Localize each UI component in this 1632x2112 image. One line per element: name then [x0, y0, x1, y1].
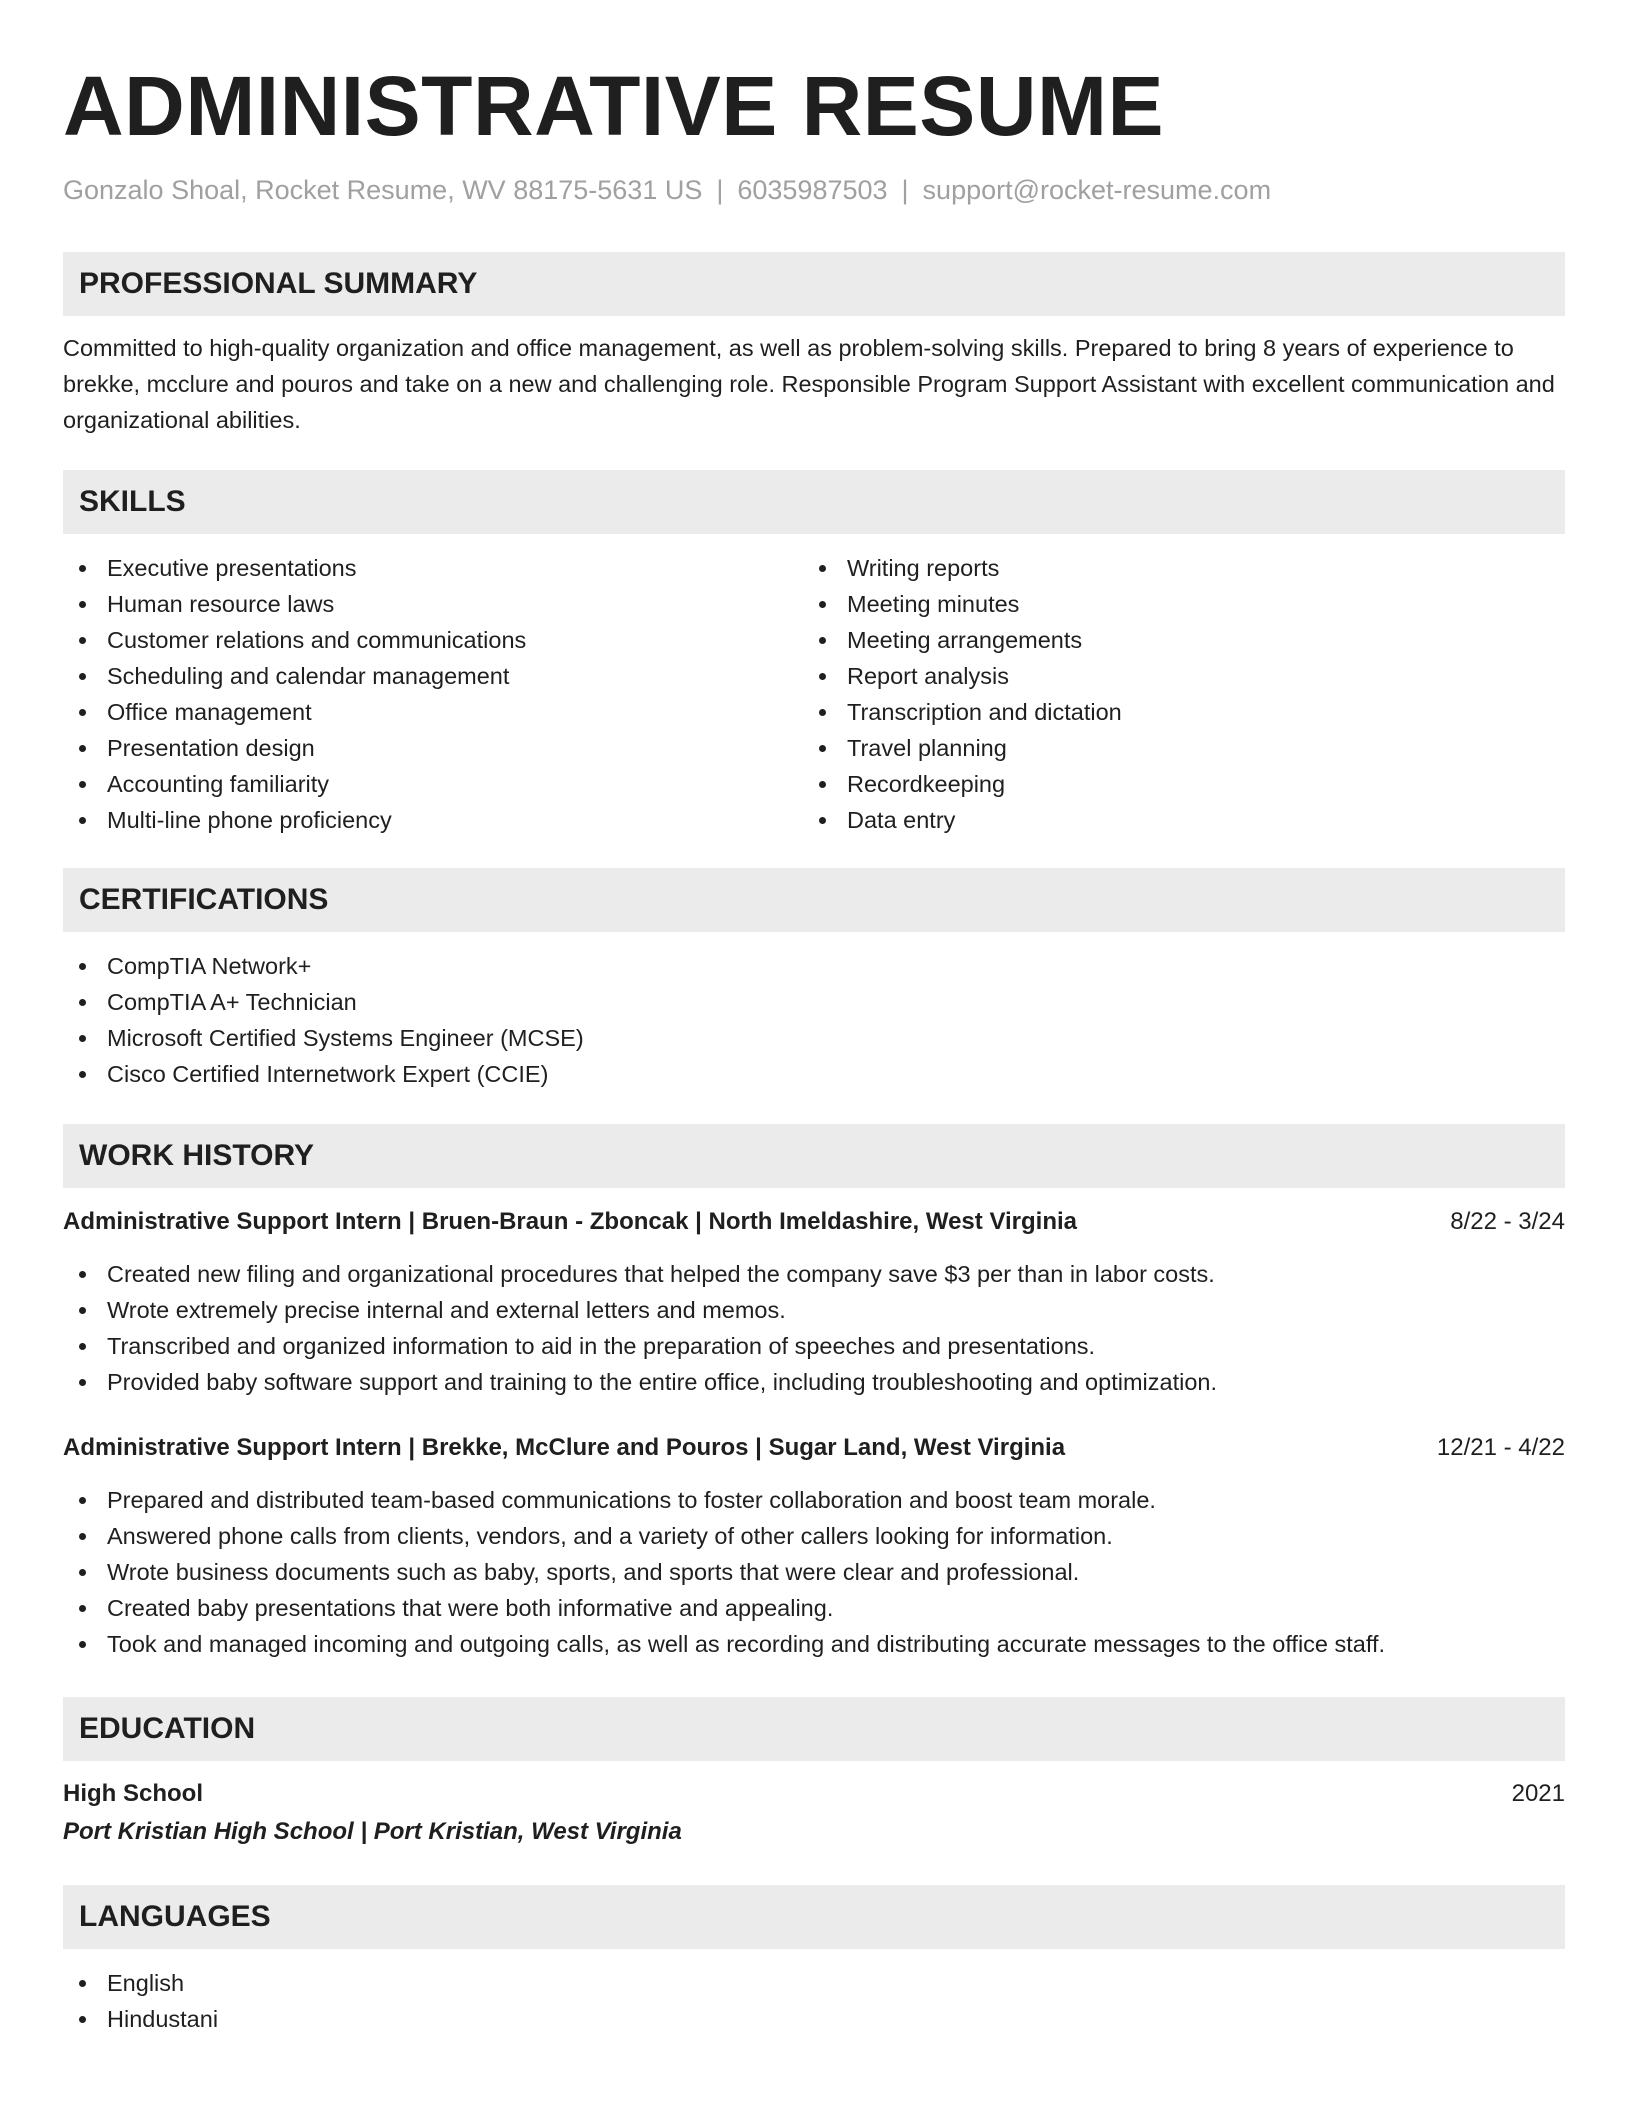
certification-item: CompTIA Network+ [63, 948, 1565, 984]
skill-item: Meeting arrangements [803, 622, 1543, 658]
job-bullets [63, 1482, 1565, 1662]
education-school: Port Kristian High School | Port Kristian, West Virginia [63, 1818, 682, 1845]
skills-columns [63, 550, 1565, 838]
job-title: Administrative Support Intern | Bruen-Braun - Zboncak | North Imeldashire, West Virginia [63, 1208, 1078, 1235]
job-bullets [63, 1256, 1565, 1400]
skill-item: Office management [63, 694, 803, 730]
contact-line [63, 174, 1569, 206]
summary-section [63, 252, 1565, 438]
skill-item: Writing reports [803, 550, 1543, 586]
skill-item: Human resource laws [63, 586, 803, 622]
job-bullet: Created baby presentations that were both informative and appealing. [63, 1590, 1565, 1626]
education-header [63, 1775, 1565, 1813]
skill-item: Transcription and dictation [803, 694, 1543, 730]
language-item: Hindustani [63, 2001, 1565, 2037]
skill-item: Customer relations and communications [63, 622, 803, 658]
certification-item: Microsoft Certified Systems Engineer (MCSE) [63, 1020, 1565, 1056]
job-bullet: Answered phone calls from clients, vendors, and a variety of other callers looking for information. [63, 1518, 1565, 1554]
job-bullet: Wrote extremely precise internal and external letters and memos. [63, 1292, 1565, 1328]
job-dates: 12/21 - 4/22 [1436, 1434, 1565, 1461]
skill-item: Travel planning [803, 730, 1543, 766]
resume-title: ADMINISTRATIVE RESUME [63, 59, 1164, 153]
skill-item: Presentation design [63, 730, 803, 766]
job-entry [63, 1204, 1565, 1400]
job-bullet: Transcribed and organized information to aid in the preparation of speeches and presentations. [63, 1328, 1565, 1364]
certification-item: CompTIA A+ Technician [63, 984, 1565, 1020]
job-dates: 8/22 - 3/24 [1450, 1208, 1565, 1235]
education-degree: High School [63, 1780, 203, 1807]
education-section [63, 1697, 1565, 1851]
contact-address: Gonzalo Shoal, Rocket Resume, WV 88175-5631 US [63, 175, 703, 205]
job-bullet: Wrote business documents such as baby, sports, and sports that were clear and professional. [63, 1554, 1565, 1590]
contact-phone: 6035987503 [737, 175, 888, 205]
work-history-heading: WORK HISTORY [63, 1124, 1565, 1188]
skill-item: Multi-line phone proficiency [63, 802, 803, 838]
job-bullet: Took and managed incoming and outgoing calls, as well as recording and distributing accurate messages to the office staff. [63, 1626, 1565, 1662]
work-history-section [63, 1124, 1565, 1662]
certifications-list [63, 948, 1565, 1092]
job-entry [63, 1430, 1565, 1662]
language-item: English [63, 1965, 1565, 2001]
skill-item: Executive presentations [63, 550, 803, 586]
education-heading: EDUCATION [63, 1697, 1565, 1761]
job-header [63, 1204, 1565, 1240]
contact-separator: | [716, 175, 724, 205]
languages-section [63, 1885, 1565, 2037]
skills-left-column [63, 550, 803, 838]
job-bullet: Created new filing and organizational procedures that helped the company save $3 per than in labor costs. [63, 1256, 1565, 1292]
certifications-heading: CERTIFICATIONS [63, 868, 1565, 932]
skills-right-list [803, 550, 1543, 838]
skill-item: Accounting familiarity [63, 766, 803, 802]
job-header [63, 1430, 1565, 1466]
education-year: 2021 [1511, 1780, 1565, 1807]
languages-list [63, 1965, 1565, 2037]
skill-item: Recordkeeping [803, 766, 1543, 802]
job-title: Administrative Support Intern | Brekke, McClure and Pouros | Sugar Land, West Virginia [63, 1434, 1066, 1461]
job-bullet: Provided baby software support and training to the entire office, including troubleshooting and optimization. [63, 1364, 1565, 1400]
contact-email: support@rocket-resume.com [922, 175, 1272, 205]
job-bullet: Prepared and distributed team-based communications to foster collaboration and boost team morale. [63, 1482, 1565, 1518]
skill-item: Report analysis [803, 658, 1543, 694]
skill-item: Scheduling and calendar management [63, 658, 803, 694]
certification-item: Cisco Certified Internetwork Expert (CCIE) [63, 1056, 1565, 1092]
skills-heading: SKILLS [63, 470, 1565, 534]
contact-separator: | [901, 175, 909, 205]
summary-text: Committed to high-quality organization and office management, as well as problem-solving skills. Prepared to bring 8 years of experience to brekke, mcclure and pouros and take on a new and challenging role. Responsible Program Support Assistant with excellent communication and organizational abilities. [63, 335, 1555, 433]
skills-right-column [803, 550, 1543, 838]
certifications-section [63, 868, 1565, 1092]
skills-left-list [63, 550, 803, 838]
summary-heading: PROFESSIONAL SUMMARY [63, 252, 1565, 316]
skill-item: Meeting minutes [803, 586, 1543, 622]
skill-item: Data entry [803, 802, 1543, 838]
skills-section [63, 470, 1565, 838]
languages-heading: LANGUAGES [63, 1885, 1565, 1949]
